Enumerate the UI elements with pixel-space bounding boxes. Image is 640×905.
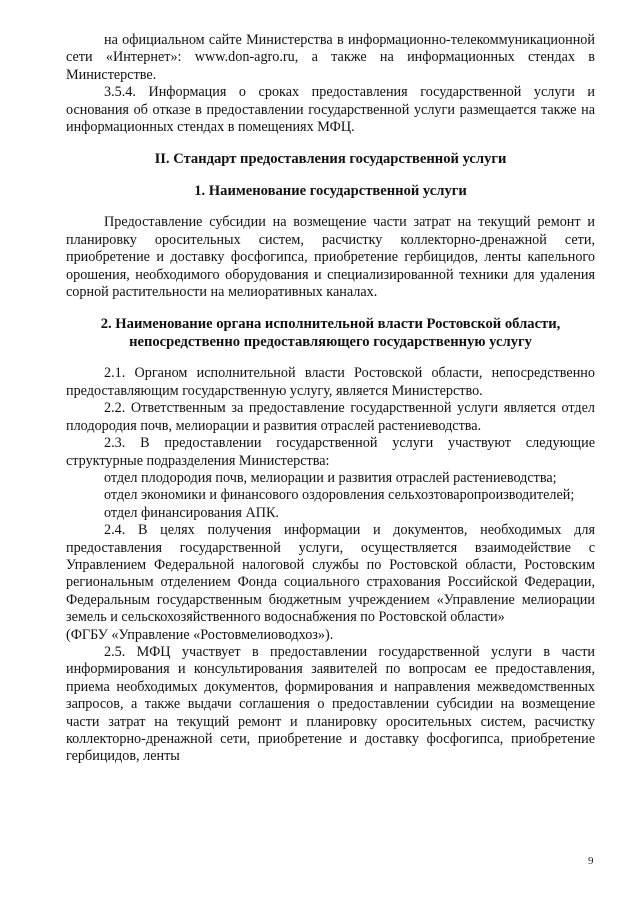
heading-section-2: II. Стандарт предоставления государственной услуги (154, 151, 507, 168)
heading-authority-line2: непосредственно предоставляющего государственную услугу (129, 334, 532, 351)
paragraph-2-2: 2.2. Ответственным за предоставление государственной услуги является отдел плодородия почв, мелиорации и развития отраслей растениеводства. (66, 400, 595, 434)
paragraph-service-name: Предоставление субсидии на возмещение части затрат на текущий ремонт и планировку оросительных систем, расчистку коллекторно-дренажной сети, приобретение и доставку фосфогипса, приобретение гербицидов, ленты капельного орошения, необходимого оборудования и специализированной техники для удаления сорной растительности на мелиоративных каналах. (66, 214, 595, 301)
heading-authority-line1: 2. Наименование органа исполнительной власти Ростовской области, (100, 316, 561, 333)
paragraph-2-4-tail: (ФГБУ «Управление «Ростовмелиоводхоз»). (66, 626, 334, 643)
list-item-unit: отдел экономики и финансового оздоровления сельхозтоваропроизводителей; (104, 487, 575, 504)
paragraph-2-3: 2.3. В предоставлении государственной услуги участвуют следующие структурные подразделения Министерства: (66, 435, 595, 469)
paragraph-2-5: 2.5. МФЦ участвует в предоставлении государственной услуги в части информирования и консультирования заявителей по вопросам ее предоставления, приема необходимых документов, формирования и направления межведомственных запросов, а также выдачи соглашения о предоставлении субсидии на возмещение части затрат на текущий ремонт и планировку оросительных систем, расчистку коллекторно-дренажной сети, приобретение и доставку фосфогипса, приобретение гербицидов, ленты (66, 643, 595, 765)
paragraph-2-1: 2.1. Органом исполнительной власти Ростовской области, непосредственно предоставляющим государственную услугу, является Министерство. (66, 365, 595, 399)
list-item-unit: отдел финансирования АПК. (104, 504, 279, 521)
page-number: 9 (588, 855, 594, 867)
heading-service-name: 1. Наименование государственной услуги (194, 183, 467, 200)
document-page (66, 32, 595, 766)
list-item-unit: отдел плодородия почв, мелиорации и развития отраслей растениеводства; (104, 469, 557, 486)
paragraph-3-5-4: 3.5.4. Информация о сроках предоставления государственной услуги и основания об отказе в предоставлении государственной услуги размещается также на информационных стендах в помещениях МФЦ. (66, 84, 595, 136)
paragraph-intro: на официальном сайте Министерства в информационно-телекоммуникационной сети «Интернет»: www.don-agro.ru, а также на информационных стендах в Министерстве. (66, 32, 595, 83)
paragraph-2-4: 2.4. В целях получения информации и документов, необходимых для предоставления государственной услуги, осуществляется взаимодействие с Управлением Федеральной налоговой службы по Ростовской области, Ростовским региональным отделением Фонда социального страхования Российской Федерации, Федеральным государственным бюджетным учреждением «Управление мелиорации земель и сельскохозяйственного водоснабжения по Ростовской области» (66, 522, 595, 626)
